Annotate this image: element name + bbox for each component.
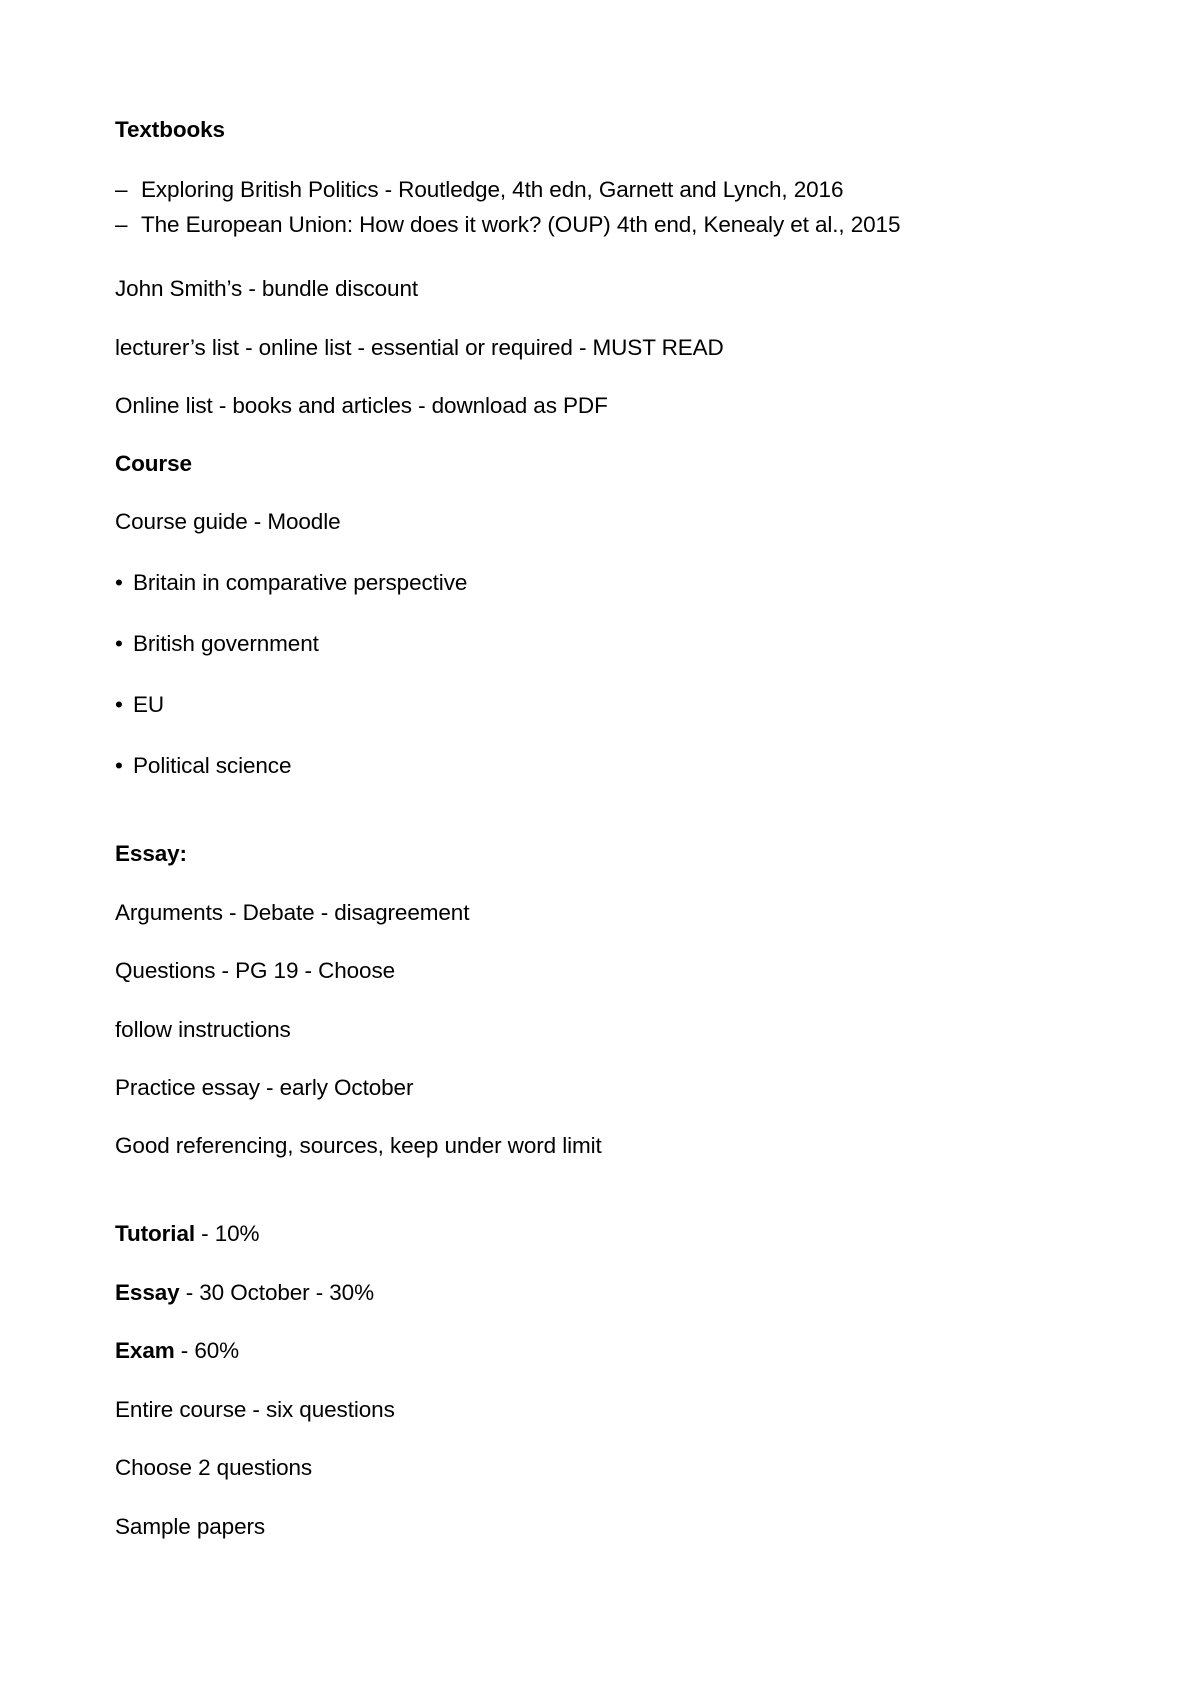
textbook-item	[115, 211, 900, 239]
essay-note: Practice essay - early October	[115, 1075, 414, 1100]
note-line: lecturer’s list - online list - essential or required - MUST READ	[115, 335, 724, 360]
assessment-detail: - 60%	[174, 1338, 240, 1363]
course-topic-text: British government	[133, 631, 319, 656]
assessment-label: Essay	[115, 1280, 180, 1305]
assessment-line	[115, 1337, 239, 1365]
essay-note: Questions - PG 19 - Choose	[115, 958, 396, 983]
exam-note: Sample papers	[115, 1514, 266, 1539]
course-heading: Course	[115, 451, 192, 476]
course-topic	[115, 630, 319, 658]
assessment-line	[115, 1220, 259, 1248]
assessment-label: Tutorial	[115, 1221, 196, 1246]
exam-note: Choose 2 questions	[115, 1455, 313, 1480]
note-line: Online list - books and articles - download as PDF	[115, 393, 608, 418]
assessment-detail: - 30 October - 30%	[179, 1280, 374, 1305]
course-guide: Course guide - Moodle	[115, 509, 341, 534]
course-topic	[115, 569, 467, 597]
textbook-item-text: Exploring British Politics - Routledge, 4th edn, Garnett and Lynch, 2016	[141, 177, 844, 202]
exam-note: Entire course - six questions	[115, 1397, 395, 1422]
textbook-item	[115, 176, 843, 204]
essay-note: Arguments - Debate - disagreement	[115, 900, 470, 925]
bullet-glyph: •	[115, 631, 123, 656]
note-line: John Smith’s - bundle discount	[115, 276, 419, 301]
dash-glyph: –	[115, 177, 128, 202]
course-topic-text: EU	[133, 692, 165, 717]
bullet-glyph: •	[115, 570, 123, 595]
course-topic-text: Political science	[133, 753, 292, 778]
assessment-line	[115, 1279, 374, 1307]
assessment-detail: - 10%	[195, 1221, 260, 1246]
course-topic	[115, 691, 164, 719]
assessment-label: Exam	[115, 1338, 175, 1363]
dash-glyph: –	[115, 212, 128, 237]
course-topic-text: Britain in comparative perspective	[133, 570, 468, 595]
essay-heading: Essay:	[115, 841, 187, 866]
textbook-item-text: The European Union: How does it work? (OUP) 4th end, Kenealy et al., 2015	[141, 212, 901, 237]
bullet-glyph: •	[115, 692, 123, 717]
textbooks-heading: Textbooks	[115, 117, 225, 142]
essay-note: follow instructions	[115, 1017, 291, 1042]
bullet-glyph: •	[115, 753, 123, 778]
course-topic	[115, 752, 291, 780]
essay-note: Good referencing, sources, keep under word limit	[115, 1133, 602, 1158]
